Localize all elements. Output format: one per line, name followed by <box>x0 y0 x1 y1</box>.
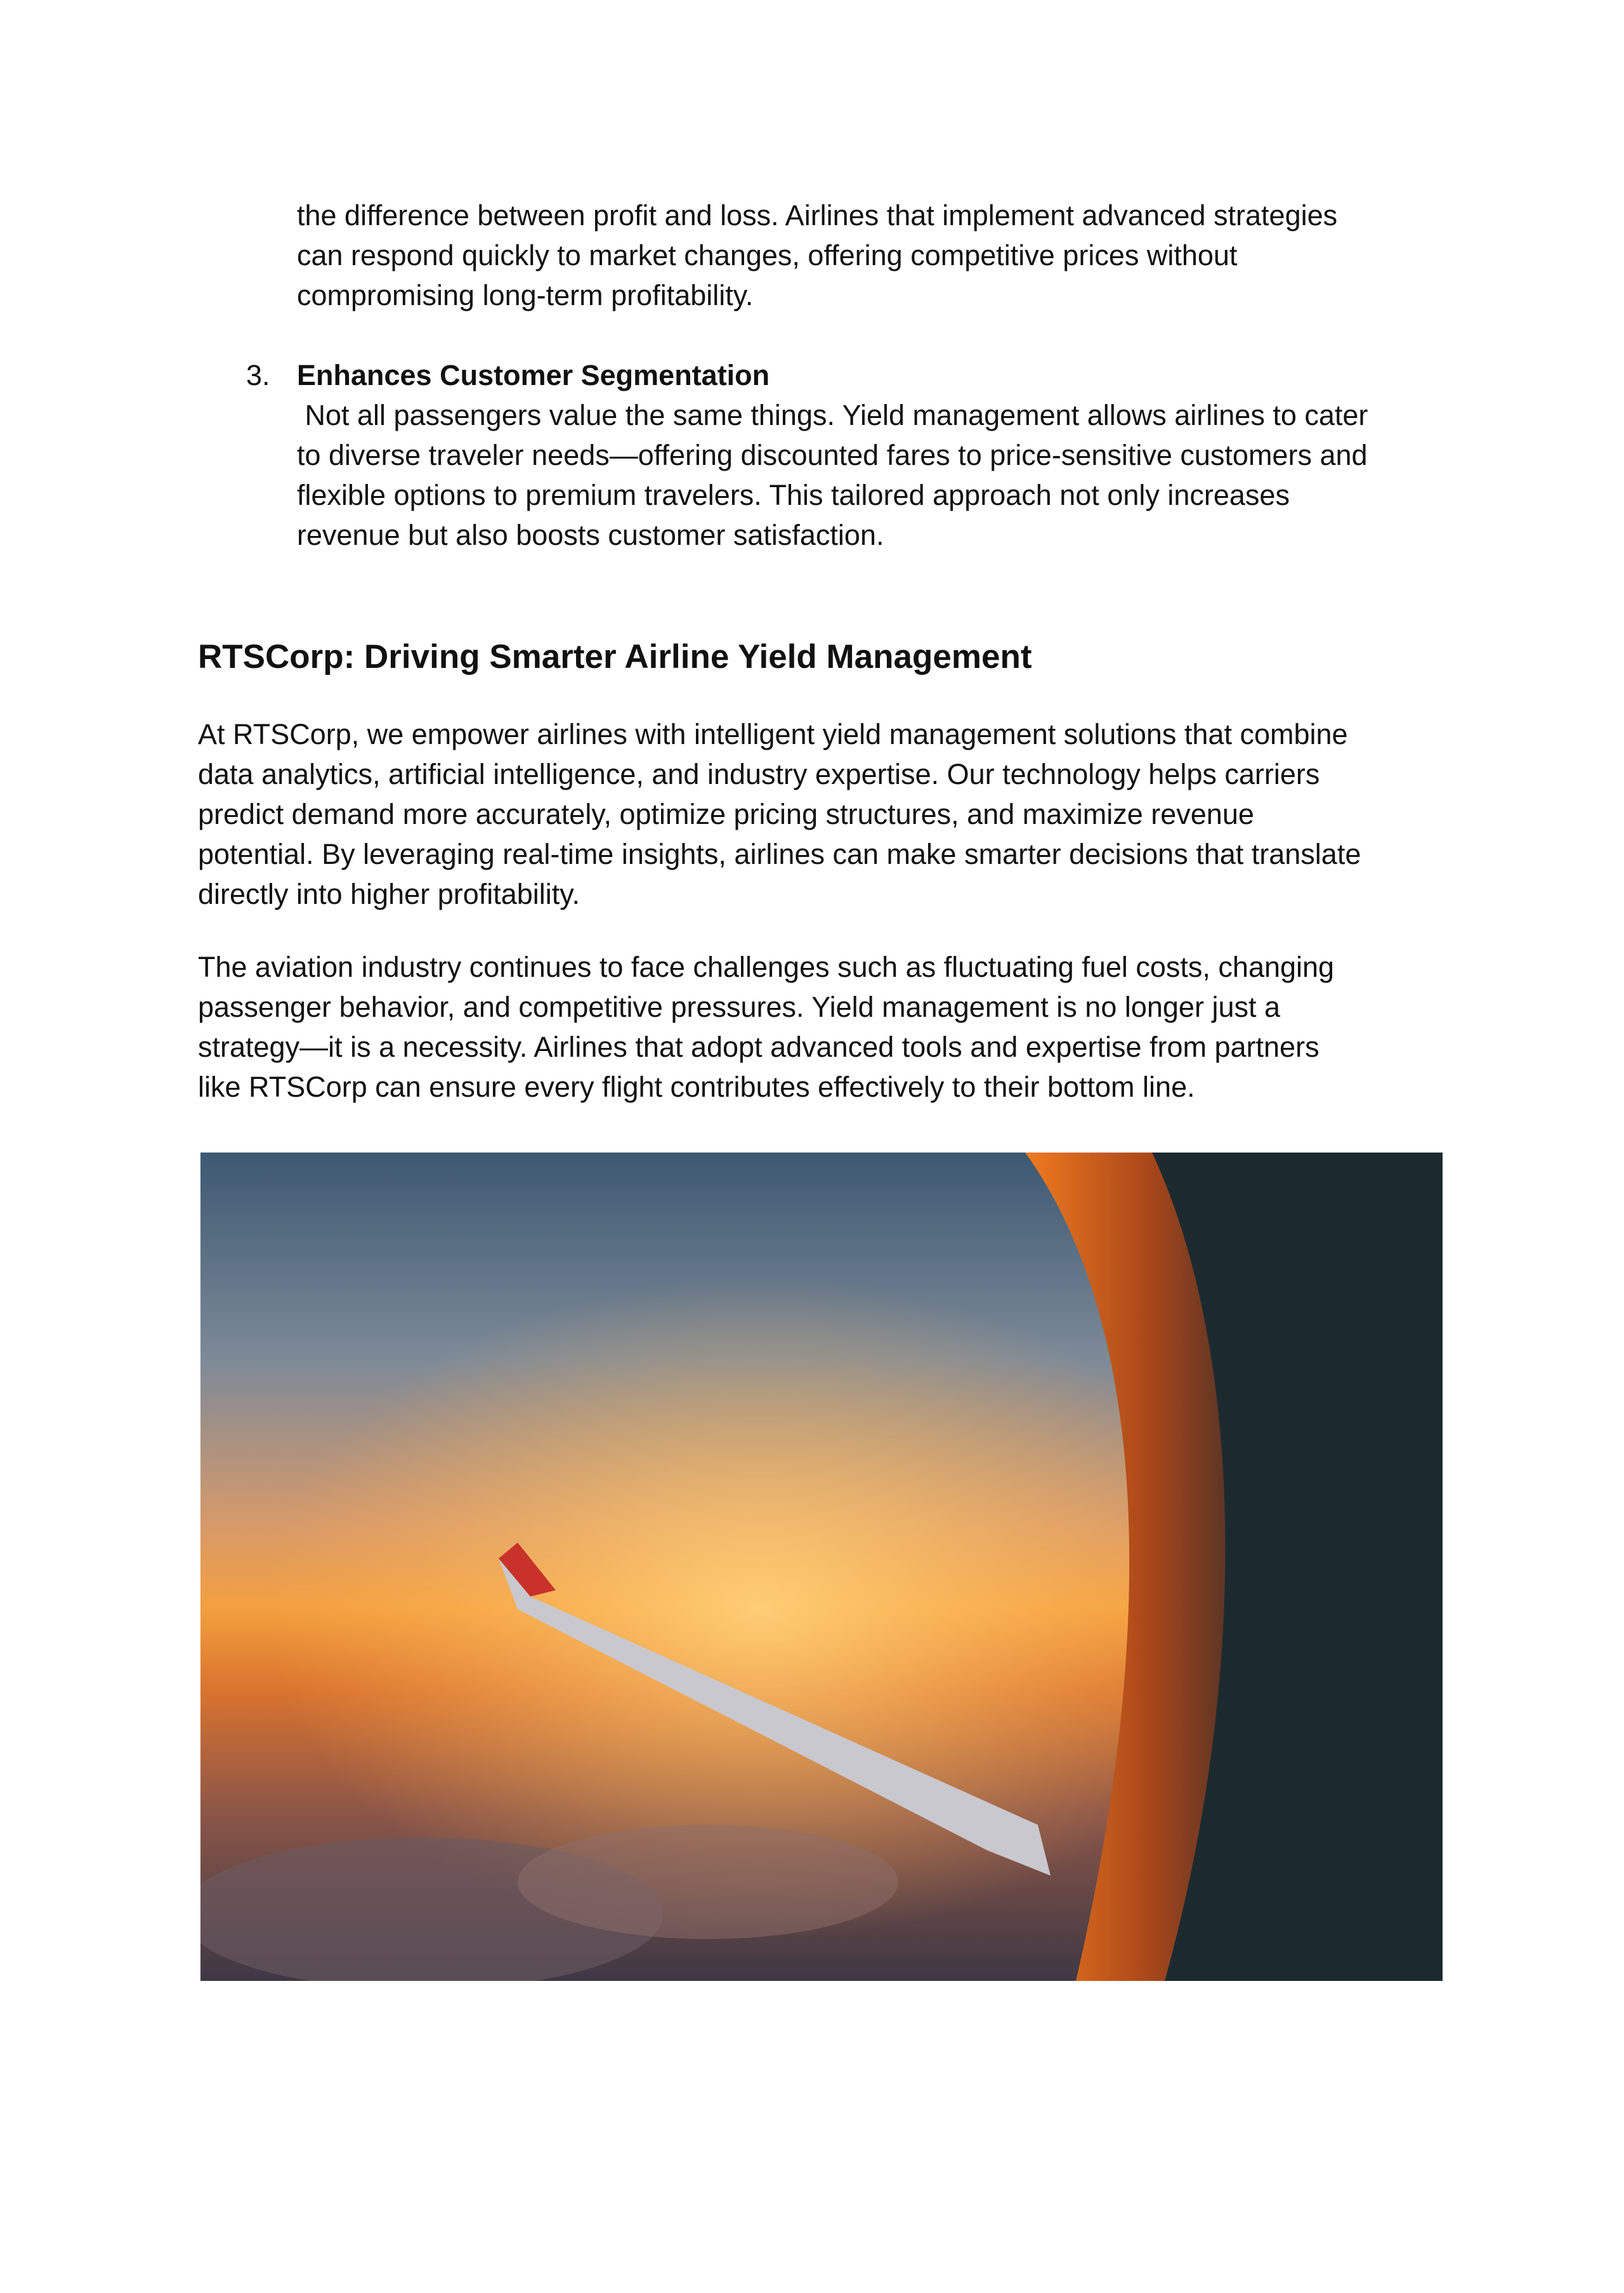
text-line: Not all passengers value the same things. Yield management allows airlines to cater <box>297 399 1368 431</box>
section-heading: RTSCorp: Driving Smarter Airline Yield Management <box>198 638 1032 676</box>
list-item-3 <box>297 355 1368 555</box>
list-item-title: Enhances Customer Segmentation <box>297 359 770 391</box>
list-item-2-continuation <box>297 195 1337 315</box>
text-line: can respond quickly to market changes, offering competitive prices without <box>297 239 1238 271</box>
text-line: like RTSCorp can ensure every flight contributes effectively to their bottom line. <box>198 1071 1195 1103</box>
text-line: passenger behavior, and competitive pressures. Yield management is no longer just a <box>198 991 1281 1023</box>
text-line: predict demand more accurately, optimize pricing structures, and maximize revenue <box>198 798 1254 830</box>
text-line: the difference between profit and loss. Airlines that implement advanced strategies <box>297 199 1338 232</box>
text-line: flexible options to premium travelers. This tailored approach not only increases <box>297 479 1290 511</box>
airplane-window-photo <box>200 1153 1443 1981</box>
text-line: The aviation industry continues to face challenges such as fluctuating fuel costs, changing <box>198 951 1335 983</box>
text-line: revenue but also boosts customer satisfaction. <box>297 519 884 551</box>
text-line: potential. By leveraging real-time insights, airlines can make smarter decisions that translate <box>198 838 1361 870</box>
paragraph-1 <box>198 714 1361 914</box>
paragraph-2 <box>198 947 1334 1107</box>
text-line: compromising long-term profitability. <box>297 279 754 311</box>
text-line: to diverse traveler needs—offering discounted fares to price-sensitive customers and <box>297 439 1368 471</box>
text-line: strategy—it is a necessity. Airlines that adopt advanced tools and expertise from partners <box>198 1031 1320 1063</box>
text-line: directly into higher profitability. <box>198 878 580 910</box>
text-line: data analytics, artificial intelligence, and industry expertise. Our technology helps carriers <box>198 758 1320 790</box>
list-number: 3. <box>246 359 270 391</box>
text-line: At RTSCorp, we empower airlines with intelligent yield management solutions that combine <box>198 718 1348 750</box>
